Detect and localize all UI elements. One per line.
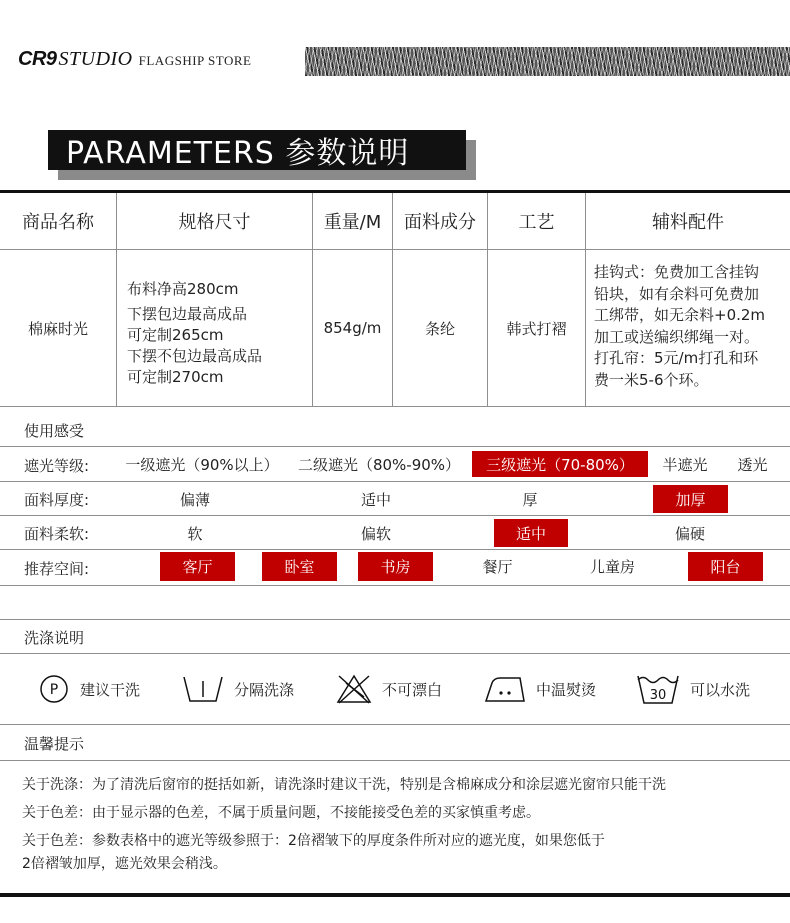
accessories-line: 工绑带，如无余料+0.2m: [594, 306, 766, 324]
shading-label: 遮光等级:: [24, 457, 90, 475]
row-rule: [0, 481, 790, 482]
thickness-option-selected: 加厚: [653, 485, 728, 513]
thickness-label: 面料厚度:: [24, 491, 90, 509]
room-option: 餐厅: [482, 558, 513, 576]
room-option-selected: 客厅: [160, 552, 235, 581]
row-rule: [0, 619, 790, 620]
table-bottom-rule: [0, 406, 790, 407]
accessories-line: 费一米5-6个环。: [594, 370, 709, 389]
size-line: 可定制265cm: [127, 326, 224, 344]
shading-option: 半遮光: [662, 455, 708, 474]
room-option-selected: 书房: [358, 552, 433, 581]
section-title: PARAMETERS 参数说明: [48, 130, 466, 170]
composition-value: 条纶: [424, 319, 455, 338]
care-item-machine-wash-30: [636, 672, 750, 706]
header-size: 规格尺寸: [178, 212, 251, 233]
logo-word: STUDIO: [58, 48, 133, 70]
wash-section-label: 洗涤说明: [24, 629, 85, 647]
tip-line: 2倍褶皱加厚，遮光效果会稍浅。: [22, 856, 227, 872]
care-item-medium-iron: [484, 673, 596, 705]
shading-option-selected: 三级遮光（70-80%）: [472, 451, 648, 477]
weight-value: 854g/m: [323, 319, 382, 337]
accessories-line: 加工或送编织绑绳一对。: [594, 327, 760, 346]
header-weight: 重量/M: [323, 212, 382, 233]
wash-separately-icon: [182, 673, 224, 705]
dry-clean-icon: [38, 673, 70, 705]
medium-iron-icon: [484, 673, 526, 705]
header-composition: 面料成分: [404, 212, 476, 233]
brand-logo: [18, 48, 251, 78]
accessories-line: 铅块，如有余料可免费加: [594, 284, 760, 303]
header-product-name: 商品名称: [22, 212, 94, 233]
room-option-selected: 阳台: [688, 552, 763, 581]
accessories-line: 挂钩式：免费加工含挂钩: [594, 263, 760, 281]
tip-line: 关于色差：由于显示器的色差，不属于质量问题，不接能接受色差的买家慎重考虑。: [22, 805, 540, 821]
softness-option: 软: [187, 524, 203, 543]
shading-option: 透光: [737, 455, 768, 474]
thickness-option: 适中: [360, 490, 391, 509]
room-option-selected: 卧室: [262, 552, 337, 581]
care-label: 分隔洗涤: [234, 680, 295, 699]
row-rule: [0, 724, 790, 725]
room-option: 儿童房: [589, 558, 635, 576]
care-item-no-bleach: [336, 673, 442, 705]
thickness-option: 厚: [522, 490, 538, 509]
product-name: 棉麻时光: [27, 319, 88, 338]
row-rule: [0, 549, 790, 550]
care-label: 中温熨烫: [536, 680, 597, 699]
softness-label: 面料柔软:: [24, 525, 90, 543]
shading-option: 一级遮光（90%以上）: [125, 455, 279, 474]
care-item-dry-clean: [38, 673, 140, 705]
row-rule: [0, 446, 790, 447]
craft-value: 韩式打褶: [506, 319, 567, 338]
page-bottom-rule: [0, 893, 790, 897]
row-rule: [0, 760, 790, 761]
header-accessories: 辅料配件: [652, 212, 724, 233]
care-label: 建议干洗: [80, 680, 141, 699]
tips-section-label: 温馨提示: [24, 735, 85, 753]
store-name: FLAGSHIP STORE: [138, 53, 252, 68]
thickness-option: 偏薄: [179, 490, 210, 509]
size-spec: [127, 279, 262, 388]
softness-option-selected: 适中: [494, 519, 568, 547]
tip-line: 关于色差：参数表格中的遮光等级参照于：2倍褶皱下的厚度条件所对应的遮光度，如果您低于: [22, 833, 605, 849]
row-rule: [0, 585, 790, 586]
accessories-spec: [594, 262, 765, 391]
care-label: 不可漂白: [382, 680, 443, 699]
tip-line: 关于洗涤：为了清洗后窗帘的挺括如新，请洗涤时建议干洗，特别是含棉麻成分和涂层遮光窗帘只能干洗: [22, 777, 666, 793]
softness-option: 偏软: [360, 524, 391, 543]
care-label: 可以水洗: [690, 680, 751, 699]
row-rule: [0, 653, 790, 654]
shading-option: 二级遮光（80%-90%）: [297, 455, 461, 474]
size-line: 可定制270cm: [127, 368, 224, 386]
svg-text:P: P: [49, 682, 59, 698]
header-craft: 工艺: [518, 212, 555, 233]
feel-section-label: 使用感受: [24, 422, 85, 440]
logo-mark: CR9: [18, 48, 57, 70]
size-line: 布料净高280cm: [127, 280, 239, 298]
care-item-wash-separately: [182, 673, 294, 705]
rooms-label: 推荐空间:: [24, 560, 90, 578]
softness-option: 偏硬: [674, 524, 705, 543]
size-line: 下摆不包边最高成品: [127, 347, 263, 365]
accessories-line: 打孔帘：5元/m打孔和环: [594, 349, 759, 367]
header-decorative-pattern: [305, 47, 790, 76]
svg-text:30: 30: [649, 688, 667, 703]
no-bleach-icon: [336, 673, 372, 705]
size-line: 下摆包边最高成品: [127, 305, 248, 323]
machine-wash-30-icon: [636, 672, 680, 706]
row-rule: [0, 515, 790, 516]
